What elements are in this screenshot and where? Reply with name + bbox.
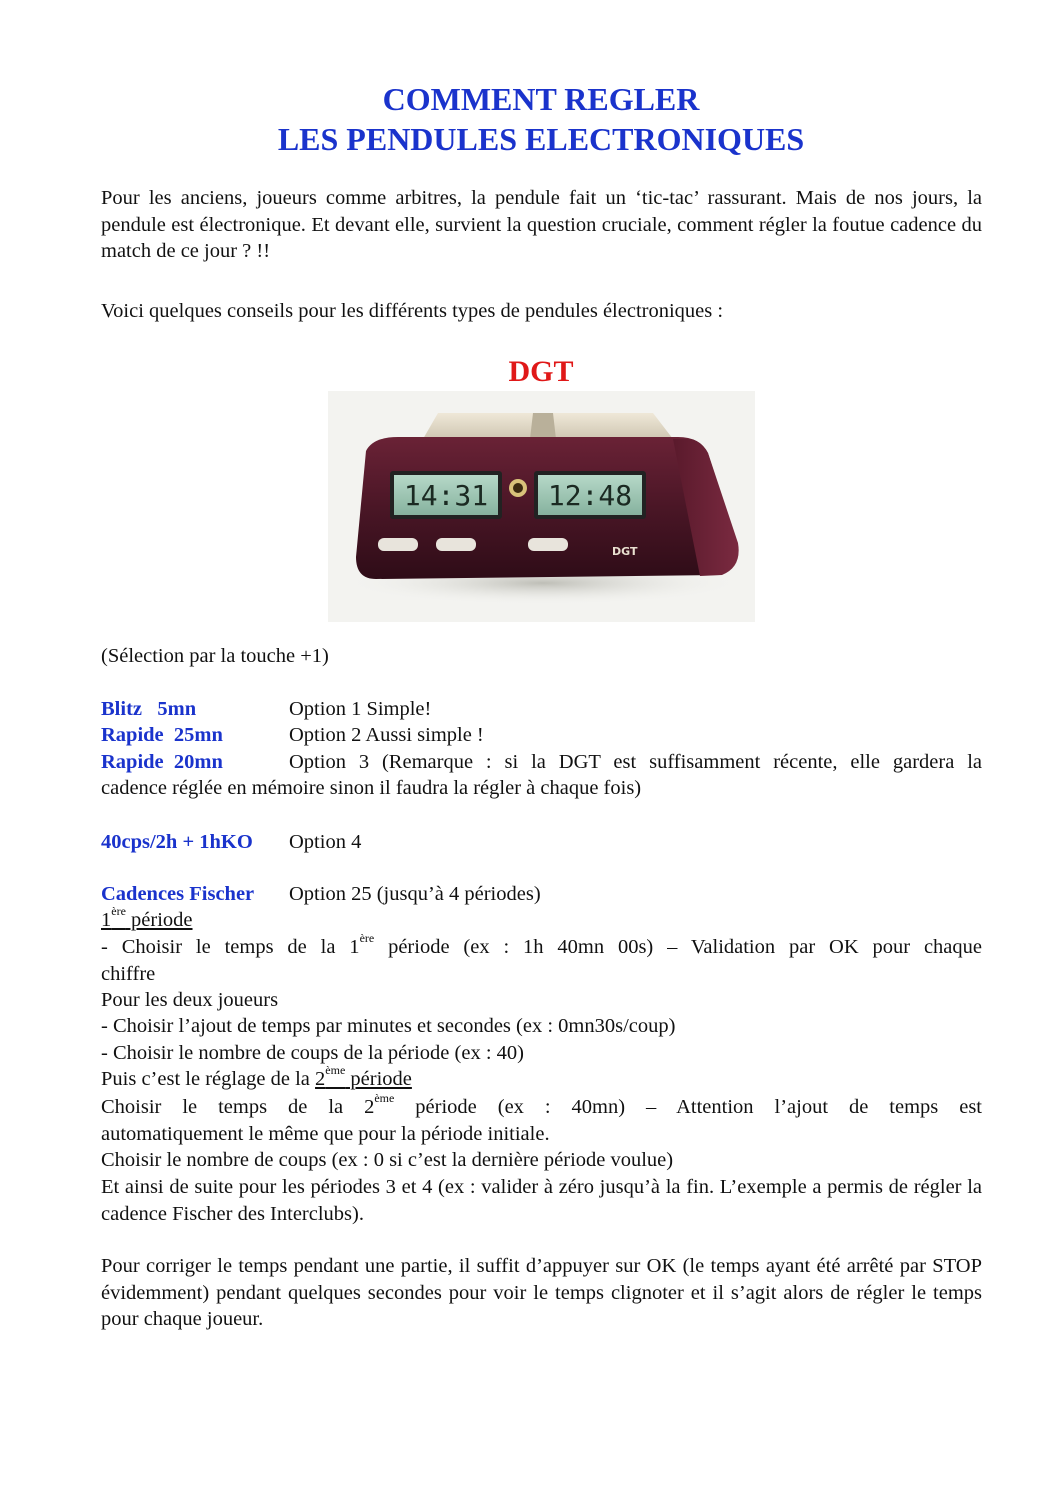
step-suffix: ère [359,934,375,946]
clock-button-minus [378,538,418,551]
step-suffix: ème [374,1094,395,1106]
dgt-clock-illustration [328,391,755,622]
intro-advice: Voici quelques conseils pour les différents types de pendules électroniques : [101,300,724,322]
fischer-period-1-heading [101,904,982,934]
page-title-line-1: COMMENT REGLER [382,81,700,117]
option-text: Option 25 (jusqu’à 4 périodes) [289,883,541,905]
clock-emblem-inner [513,483,523,493]
fischer-period-2-intro [101,1063,982,1093]
fischer-step-2: - Choisir l’ajout de temps par minutes et secondes (ex : 0mn30s/coup) [101,1015,676,1037]
period-number: 1 [101,909,112,931]
period-word: période [345,1068,412,1090]
step-text: période (ex : 1h 40mn 00s) – Validation par OK pour chaque [374,936,982,958]
fischer-step-3: - Choisir le nombre de coups de la période (ex : 40) [101,1042,524,1064]
option-text: Option 3 (Remarque : si la DGT est suffisamment récente, elle gardera la [289,751,982,773]
option-label: 40cps/2h + 1hKO [101,831,253,853]
option-text: Option 2 Aussi simple ! [289,724,484,746]
option-label: Rapide 25mn [101,724,223,746]
period-number: 2 [315,1068,326,1090]
dgt-clock-photo [328,391,755,622]
intro-paragraph: Pour les anciens, joueurs comme arbitres, la pendule fait un ‘tic-tac’ rassurant. Mais de nos jours, la pendule est électronique. Et devant elle, survient la question cruciale, comment régler la foutue cadence du match de ce jour ? !! [101,187,982,262]
period-suffix: ère [111,904,126,919]
correction-paragraph: Pour corriger le temps pendant une partie, il suffit d’appuyer sur OK (le temps ayant été arrêté par STOP évidemment) pendant quelques secondes pour voir le temps clignoter et il s’agit alors de régler le temps pour chaque joueur. [101,1255,982,1330]
intro-text: Puis c’est le réglage de la [101,1068,316,1090]
period-word: période [125,909,193,931]
period-suffix: ème [325,1063,346,1078]
fischer-and-so-on: Et ainsi de suite pour les périodes 3 et 4 (ex : valider à zéro jusqu’à la fin. L’exemple a permis de régler la cadence Fischer des Interclubs). [101,1176,982,1225]
clock-rocker-center [530,413,556,439]
clock-button-plus [436,538,476,551]
period-2-link-text [315,1063,412,1090]
option-text: Option 1 Simple! [289,698,432,720]
selection-note: (Sélection par la touche +1) [101,645,329,667]
option-text: Option 4 [289,831,362,853]
fischer-period-2-continuation: automatiquement le même que pour la période initiale. [101,1123,550,1145]
step-text: Choisir le temps de la 2 [101,1096,375,1118]
clock-brand: DGT [612,545,638,558]
step-text: - Choisir le temps de la 1 [101,936,360,958]
section-heading-dgt: DGT [508,355,574,388]
fischer-moves: Choisir le nombre de coups (ex : 0 si c’est la dernière période voulue) [101,1149,674,1171]
right-clock-time: 12:48 [547,479,633,512]
fischer-step-1 [101,934,982,961]
clock-button-ok [528,538,568,551]
option-3-continuation: cadence réglée en mémoire sinon il faudra la régler à chaque fois) [101,777,642,799]
fischer-both-players: Pour les deux joueurs [101,989,279,1011]
option-label: Cadences Fischer [101,883,255,905]
step-text: période (ex : 40mn) – Attention l’ajout de temps est [394,1096,982,1118]
fischer-step-1-continuation: chiffre [101,963,156,985]
fischer-period-2-time [101,1094,982,1121]
left-clock-time: 14:31 [403,479,489,512]
option-label: Blitz 5mn [101,698,197,720]
page-title-line-2: LES PENDULES ELECTRONIQUES [277,121,805,157]
option-label: Rapide 20mn [101,751,223,773]
